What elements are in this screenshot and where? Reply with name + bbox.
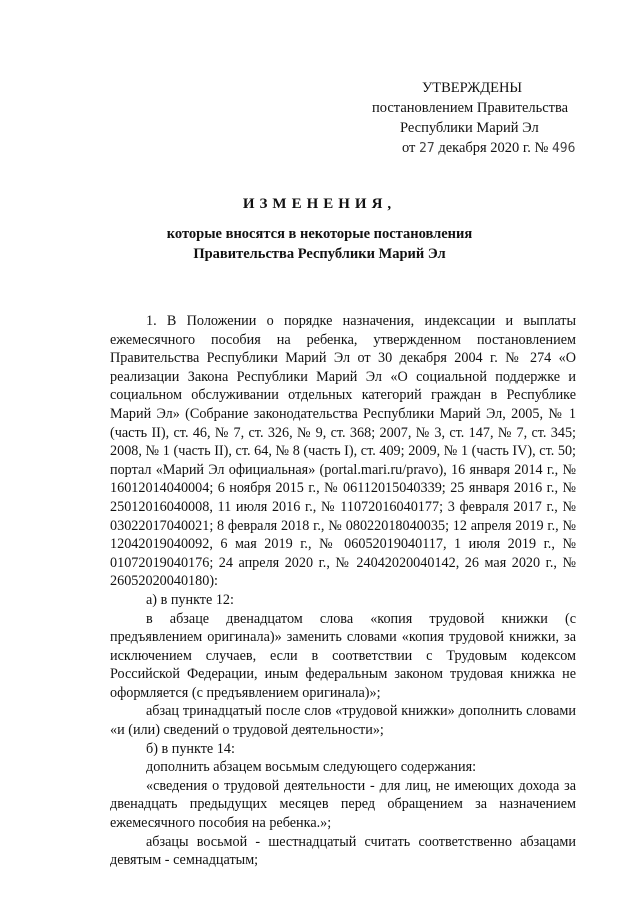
document-subtitle — [0, 224, 639, 264]
approval-date-prefix: от — [402, 140, 416, 156]
paragraph-2: а) в пункте 12: — [146, 591, 234, 608]
approval-month-year: декабря 2020 г. № — [438, 140, 549, 156]
paragraph-5: б) в пункте 14: — [146, 740, 235, 757]
document-title: ИЗМЕНЕНИЯ, — [242, 196, 397, 212]
approval-heading: УТВЕРЖДЕНЫ — [422, 80, 523, 96]
document-body — [110, 312, 576, 870]
approval-day: 27 — [419, 141, 435, 156]
approval-date-line — [360, 138, 600, 159]
paragraph-4: абзац тринадцатый после слов «трудовой книжки» дополнить словами «и (или) сведений о трудовой деятельности»; — [110, 703, 576, 739]
subtitle-line-1: которые вносятся в некоторые постановления — [166, 226, 473, 242]
paragraph-1: 1. В Положении о порядке назначения, индексации и выплаты ежемесячного пособия на ребенка, утвержденном постановлением Правительства Республики Марий Эл от 30 декабря 2004 г. № 274 «О реализации Закона Республики Марий Эл «О социальной поддержке и социальном обслуживании отдельных категорий граждан в Республике Марий Эл» (Собрание законодательства Республики Марий Эл, 2005, № 1 (часть II), ст. 46, № 7, ст. 326, № 9, ст. 368; 2007, № 3, ст. 147, № 7, ст. 345; 2008, № 1 (часть II), ст. 64, № 8 (часть I), ст. 409; 2009, № 1 (часть IV), ст. 50; портал «Марий Эл официальная» (portal.mari.ru/pravo), 16 января 2014 г., № 16012014040004; 6 ноября 2015 г., № 06112015040339; 25 января 2016 г., № 25012016040008, 11 июля 2016 г., № 11072016040177; 3 февраля 2017 г., № 03022017040021; 8 февраля 2018 г., № 08022018040035; 12 апреля 2019 г., № 12042019040092, 6 мая 2019 г., № 06052019040117, 1 июля 2019 г., № 01072019040176; 24 апреля 2020 г., № 24042020040142, 26 мая 2020 г., № 26052020040180): — [110, 313, 576, 590]
approval-stamp — [360, 78, 600, 159]
paragraph-7: «сведения о трудовой деятельности - для лиц, не имеющих дохода за двенадцать предыдущих месяцев перед обращением за назначением ежемесячного пособия на ребенка.»; — [110, 777, 576, 832]
paragraph-3: в абзаце двенадцатом слова «копия трудовой книжки (с предъявлением оригинала)» заменить словами «копия трудовой книжки, за исключением случаев, если в соответствии с Трудовым кодексом Российской Федерации, иным федеральным законом трудовая книжка не оформляется (с предъявлением оригинала)»; — [110, 610, 576, 701]
paragraph-8: абзацы восьмой - шестнадцатый считать соответственно абзацами девятым - семнадцатым; — [110, 833, 576, 869]
approval-line-resolution: постановлением Правительства — [372, 100, 569, 116]
approval-number: 496 — [551, 141, 576, 156]
paragraph-6: дополнить абзацем восьмым следующего содержания: — [146, 759, 477, 776]
subtitle-line-2: Правительства Республики Марий Эл — [193, 246, 446, 262]
approval-line-republic: Республики Марий Эл — [400, 120, 539, 136]
